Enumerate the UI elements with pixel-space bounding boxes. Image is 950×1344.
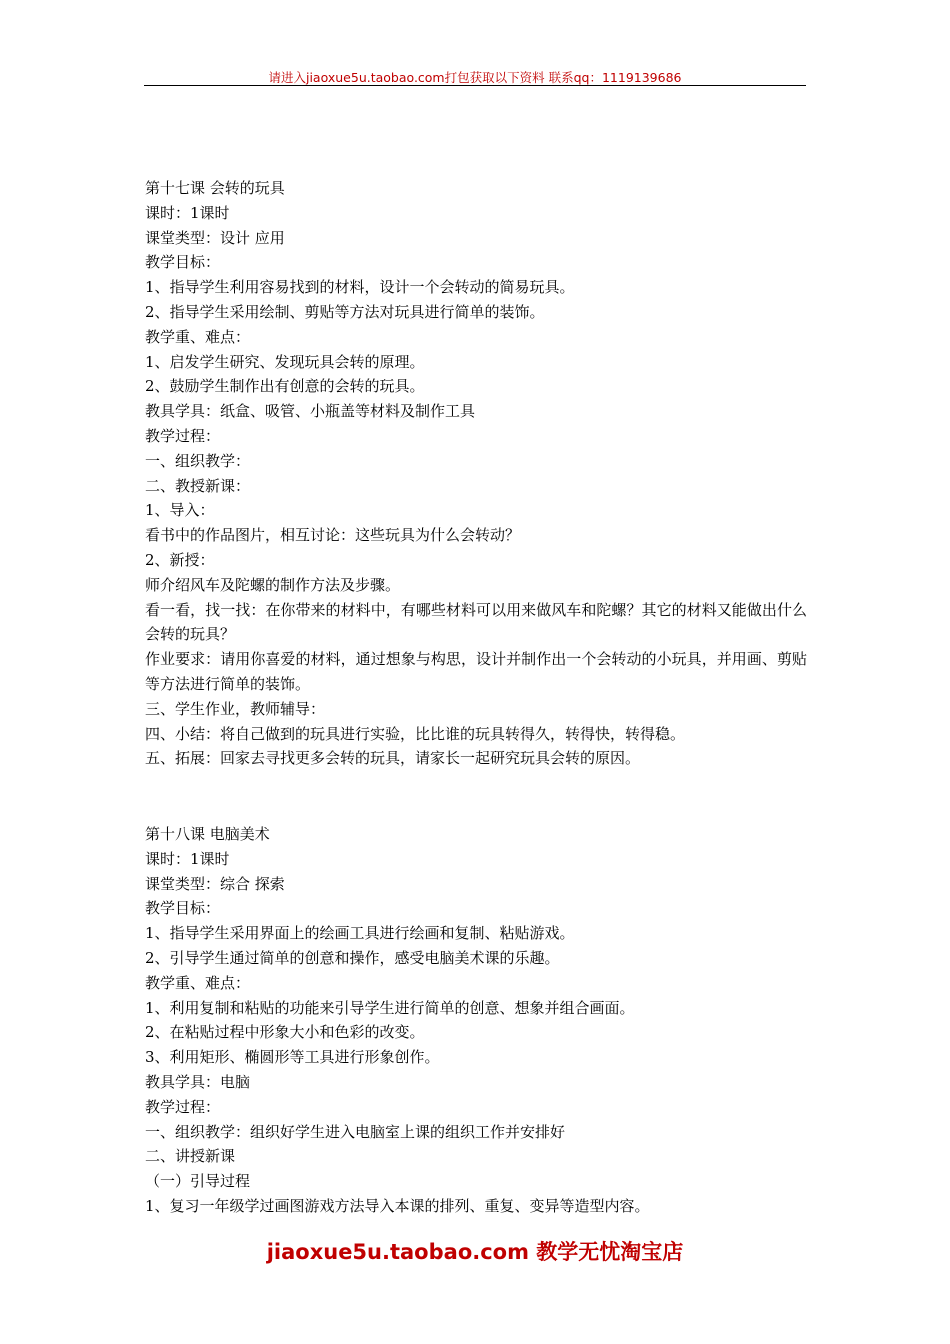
lesson-line: 四、小结：将自己做到的玩具进行实验，比比谁的玩具转得久，转得快，转得稳。 <box>145 724 686 743</box>
lesson-line: 三、学生作业，教师辅导： <box>145 699 326 718</box>
lesson-line: 五、拓展：回家去寻找更多会转的玩具，请家长一起研究玩具会转的原因。 <box>145 749 641 768</box>
footer-shop-name: jiaoxue5u.taobao.com 教学无忧淘宝店 <box>266 1240 684 1264</box>
lesson-line: 1、指导学生采用界面上的绘画工具进行绘画和复制、粘贴游戏。 <box>145 924 575 943</box>
lesson-line: 教具学具：电脑 <box>145 1072 251 1091</box>
lesson-18-section <box>145 822 807 1219</box>
lesson-line: 看书中的作品图片，相互讨论：这些玩具为什么会转动？ <box>145 526 521 545</box>
lesson-17-section <box>145 176 807 771</box>
lesson-line: 2、鼓励学生制作出有创意的会转的玩具。 <box>145 377 425 396</box>
lesson-line: （一）引导过程 <box>145 1172 251 1191</box>
lesson-line: 二、讲授新课 <box>145 1147 236 1166</box>
lesson-line: 教学目标： <box>145 899 221 918</box>
lesson-line: 二、教授新课： <box>145 476 251 495</box>
lesson-line: 1、指导学生利用容易找到的材料，设计一个会转动的简易玩具。 <box>145 278 575 297</box>
lesson-line: 看一看，找一找：在你带来的材料中，有哪些材料可以用来做风车和陀螺？其它的材料又能做出什么会转的玩具？ <box>145 600 807 644</box>
lesson-line: 课时：1课时 <box>145 203 230 222</box>
lesson-line: 1、复习一年级学过画图游戏方法导入本课的排列、重复、变异等造型内容。 <box>145 1196 650 1215</box>
header-divider <box>144 85 806 86</box>
lesson-line: 2、新授： <box>145 550 215 569</box>
lesson-line: 3、利用矩形、椭圆形等工具进行形象创作。 <box>145 1048 440 1067</box>
lesson-line: 师介绍风车及陀螺的制作方法及步骤。 <box>145 575 401 594</box>
lesson-line: 教学过程： <box>145 426 221 445</box>
lesson-line: 2、指导学生采用绘制、剪贴等方法对玩具进行简单的装饰。 <box>145 302 545 321</box>
lesson-line: 教学重、难点： <box>145 327 251 346</box>
lesson-line: 课时：1课时 <box>145 849 230 868</box>
lesson-line: 1、利用复制和粘贴的功能来引导学生进行简单的创意、想象并组合画面。 <box>145 998 635 1017</box>
lesson-line: 课堂类型：设计 应用 <box>145 228 285 247</box>
lesson-line: 一、组织教学： <box>145 451 251 470</box>
lesson-line: 一、组织教学：组织好学生进入电脑室上课的组织工作并安排好 <box>145 1122 566 1141</box>
lesson-line: 课堂类型：综合 探索 <box>145 874 285 893</box>
lesson-title: 第十八课 电脑美术 <box>145 825 270 843</box>
header-contact-text: 请进入jiaoxue5u.taobao.com打包获取以下资料 联系qq：1119139686 <box>268 70 682 85</box>
lesson-line: 2、引导学生通过简单的创意和操作，感受电脑美术课的乐趣。 <box>145 948 560 967</box>
lesson-title: 第十七课 会转的玩具 <box>145 179 285 197</box>
lesson-line: 教学过程： <box>145 1097 221 1116</box>
lesson-line: 教具学具：纸盒、吸管、小瓶盖等材料及制作工具 <box>145 402 476 421</box>
lesson-line: 1、启发学生研究、发现玩具会转的原理。 <box>145 352 425 371</box>
lesson-line: 1、导入： <box>145 501 215 520</box>
lesson-line: 教学目标： <box>145 253 221 272</box>
lesson-line: 2、在粘贴过程中形象大小和色彩的改变。 <box>145 1023 425 1042</box>
lesson-line: 作业要求：请用你喜爱的材料，通过想象与构思，设计并制作出一个会转动的小玩具，并用画、剪贴等方法进行简单的装饰。 <box>145 650 807 693</box>
lesson-line: 教学重、难点： <box>145 973 251 992</box>
